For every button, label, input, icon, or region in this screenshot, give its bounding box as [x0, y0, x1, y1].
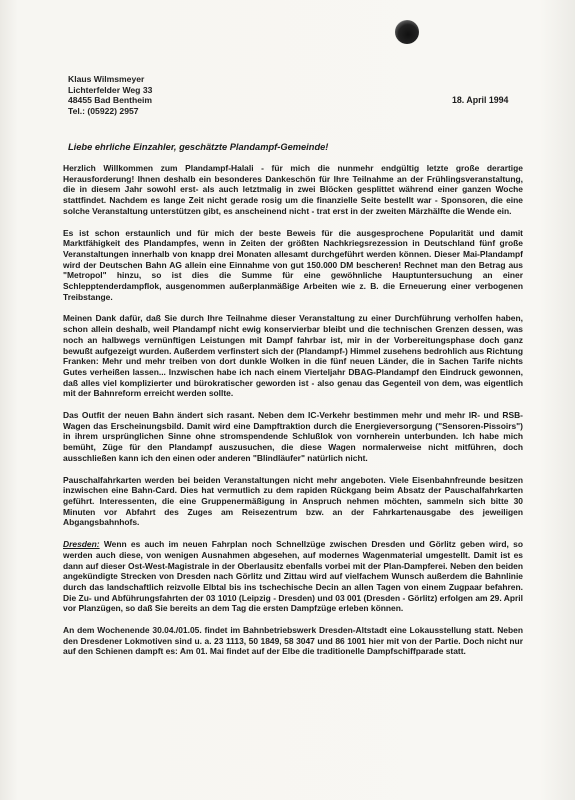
- dresden-label: Dresden:: [63, 539, 100, 550]
- paragraph-dresden: [63, 539, 523, 614]
- punch-hole: [395, 20, 419, 44]
- paragraph-popularity: Es ist schon erstaunlich und für mich der beste Beweis für die ausgesprochene Popularität und damit Marktfähigkeit des Plandampfes, wenn in Zeiten der größten Nachkriegsrezession in Deutschland fünf große Veranstaltungen innerhalb von knapp drei Monaten allesamt durchgeführt werden können. Dieser Mai-Plandampf wird der Deutschen Bahn AG allein eine Einnahme von gut 150.000 DM bescheren! Rechnet man den Betrag aus "Metropol" hinzu, so ist dies die Summe für eine gewöhnliche Hauptuntersuchung an einer Schlepptenderdampflok, ausgenommen außerplanmäßige Arbeiten wie z. B. die Erneuerung einer verbogenen Treibstange.: [63, 227, 523, 302]
- sender-phone: Tel.: (05922) 2957: [68, 105, 139, 116]
- dresden-text: Wenn es auch im neuen Fahrplan noch Schnellzüge zwischen Dresden und Görlitz geben wird, so werden auch diese, von wenigen Ausnahmen abgesehen, auf modernes Wagenmaterial umgestellt. Damit ist es dann auf dieser Ost-West-Magistrale in der Oberlausitz ebenfalls vorbei mit der Plan-Dampferei. Neben den beiden angekündigte Strecken von Dresden nach Görlitz und Zittau wird auf vielfachem Wunsch außerdem die Bahnlinie durch das landschaftlich reizvolle Elbtal bis ins tschechische Decin an allen Tagen von einem Zugpaar befahren. Die Zu- und Abführungsfahrten der 03 1010 (Leipzig - Dresden) und 03 001 (Dresden - Görlitz) erfolgen am 29. April vor Planzügen, so daß Sie bereits an dem Tag die ersten Dampfzüge erleben können.: [63, 539, 523, 614]
- sender-street: Lichterfelder Weg 33: [68, 84, 153, 95]
- paragraph-exhibition: An dem Wochenende 30.04./01.05. findet im Bahnbetriebswerk Dresden-Altstadt eine Lokausstellung statt. Neben den Dresdener Lokmotiven sind u. a. 23 1113, 50 1849, 58 3047 und 86 1001 hier mit von der Partie. Doch nicht nur auf den Schienen dampft es: Am 01. Mai findet auf der Elbe die traditionelle Dampfschiffparade statt.: [63, 625, 523, 657]
- letter-body: [63, 163, 523, 668]
- letter-date: 18. April 1994: [452, 95, 509, 105]
- salutation: Liebe ehrliche Einzahler, geschätzte Plandampf-Gemeinde!: [68, 142, 329, 152]
- sender-address-block: [68, 74, 152, 116]
- paragraph-welcome: Herzlich Willkommen zum Plandampf-Halali - für mich die nunmehr endgültig letzte große derartige Herausforderung! Ihnen deshalb ein besonderes Dankeschön für Ihre Teilnahme an der Frühlingsveranstaltung, die in diesem Jahr sowohl erst- als auch letztmalig in zwei Blöcken gesplittet während einer ganzen Woche stattfindet. Nachdem es lange Zeit nicht gerade rosig um die finanzielle Seite bestellt war - Sponsoren, die eine solche Veranstaltung unterstützen gibt, es anscheinend nicht - trat erst in der zweiten Märzhälfte die Wende ein.: [63, 163, 523, 216]
- sender-name: Klaus Wilmsmeyer: [68, 74, 145, 84]
- paragraph-thanks: Meinen Dank dafür, daß Sie durch Ihre Teilnahme dieser Veranstaltung zu einer Durchführung verholfen haben, schon allein deshalb, weil Plandampf nicht ewig konservierbar bleibt und die technischen Grenzen dessen, was noch an halbwegs vernünftigen Leistungen mit Dampf fahrbar ist, mir in der Vorbereitungsphase doch ganz bewußt aufgezeigt wurden. Außerdem verfinstert sich der (Plandampf-) Himmel zusehens bedrohlich aus Richtung Franken: Mehr und mehr treiben von dort dunkle Wolken in die fünf neuen Länder, die in Sachen Tarife nichts Gutes verheißen lassen... Inzwischen habe ich nach einem Vierteljahr DBAG-Plandampf den Eindruck gewonnen, daß alles viel komplizierter und bürokratischer geworden ist - also genau das Gegenteil von dem, was eigentlich mit der Bahnreform erreicht werden sollte.: [63, 313, 523, 399]
- paragraph-outfit: Das Outfit der neuen Bahn ändert sich rasant. Neben dem IC-Verkehr bestimmen mehr und mehr IR- und RSB-Wagen das Erscheinungsbild. Damit wird eine Dampftraktion durch die Energieversorgung ("Sensoren-Pissoirs") in ihrem ursprünglichen Sinne ohne stromspendende Schlußlok von vornherein unterbunden. Ich habe mich bemüht, Züge für den Plandampf auszusuchen, die diese Wagen normalerweise nicht mitführen, doch ausschließen kann ich den einen oder anderen "Blindläufer" natürlich nicht.: [63, 410, 523, 463]
- paragraph-tickets: Pauschalfahrkarten werden bei beiden Veranstaltungen nicht mehr angeboten. Viele Eisenbahnfreunde besitzen inzwischen eine Bahn-Card. Dies hat vermutlich zu dem rapiden Rückgang beim Absatz der Pauschalfahrkarten geführt. Interessenten, die eine Gruppenermäßigung in Anspruch nehmen möchten, sammeln sich bitte 30 Minuten vor Abfahrt des Zuges am Reisezentrum bzw. an der Fahrkartenausgabe des jeweiligen Abgangsbahnhofs.: [63, 474, 523, 528]
- sender-city: 48455 Bad Bentheim: [68, 95, 153, 106]
